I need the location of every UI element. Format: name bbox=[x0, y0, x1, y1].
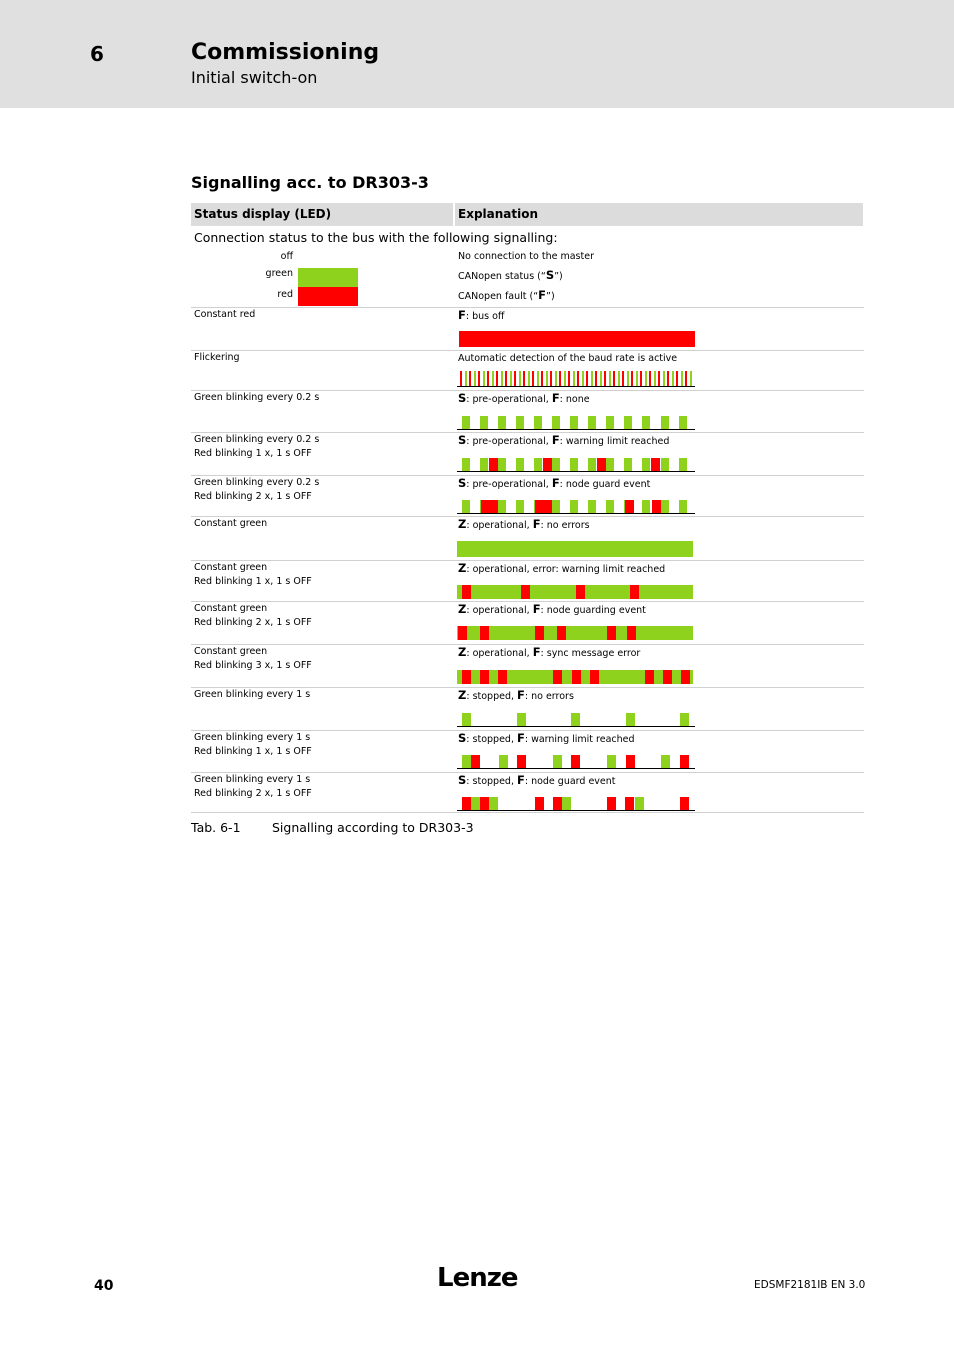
green-pulse bbox=[462, 416, 470, 430]
red-pulse bbox=[607, 797, 616, 811]
led-description: Red blinking 2 x, 1 s OFF bbox=[194, 616, 312, 628]
legend-label-off: off bbox=[280, 251, 293, 262]
green-pulse bbox=[534, 416, 542, 430]
green-pulse bbox=[462, 713, 471, 727]
explanation-text: Z: operational, F: node guarding event bbox=[458, 602, 646, 616]
explanation-text: S: stopped, F: node guard event bbox=[458, 773, 616, 787]
signal-pattern bbox=[457, 331, 695, 347]
document-id: EDSMF2181IB EN 3.0 bbox=[754, 1279, 866, 1291]
red-pulse bbox=[496, 371, 498, 387]
row-separator bbox=[191, 516, 864, 517]
green-pulse bbox=[663, 371, 665, 387]
chapter-subtitle: Initial switch-on bbox=[191, 68, 318, 87]
green-pulse bbox=[642, 458, 650, 472]
red-pulse bbox=[517, 755, 526, 769]
green-pulse bbox=[606, 416, 614, 430]
signal-baseline bbox=[457, 768, 695, 769]
signal-baseline bbox=[457, 386, 695, 387]
red-pulse bbox=[543, 458, 552, 472]
lenze-logo: Lenze bbox=[437, 1263, 518, 1293]
red-pulse bbox=[523, 371, 525, 387]
green-pulse bbox=[462, 755, 471, 769]
green-pulse bbox=[624, 416, 632, 430]
red-pulse bbox=[532, 371, 534, 387]
signal-pattern bbox=[457, 795, 695, 811]
table-intro: Connection status to the bus with the following signalling: bbox=[194, 230, 558, 245]
red-pulse bbox=[553, 797, 562, 811]
section-title: Signalling acc. to DR303-3 bbox=[191, 173, 429, 192]
green-pulse bbox=[519, 371, 521, 387]
led-description: Red blinking 1 x, 1 s OFF bbox=[194, 447, 312, 459]
green-pulse bbox=[642, 416, 650, 430]
signal-pattern bbox=[457, 624, 695, 640]
led-description: Red blinking 3 x, 1 s OFF bbox=[194, 659, 312, 671]
red-pulse bbox=[505, 371, 507, 387]
green-pulse bbox=[546, 371, 548, 387]
green-pulse bbox=[645, 371, 647, 387]
row-separator bbox=[191, 350, 864, 351]
led-description: Green blinking every 0.2 s bbox=[194, 477, 320, 488]
row-separator bbox=[191, 307, 864, 308]
led-description: Constant green bbox=[194, 562, 268, 573]
green-pulse bbox=[624, 458, 632, 472]
signal-pattern bbox=[457, 414, 695, 430]
green-pulse bbox=[462, 500, 470, 514]
signal-pattern bbox=[457, 456, 695, 472]
green-pulse bbox=[534, 458, 542, 472]
green-pulse bbox=[588, 416, 596, 430]
signal-pattern bbox=[457, 371, 695, 387]
red-pulse bbox=[541, 371, 543, 387]
table-header-status: Status display (LED) bbox=[191, 203, 453, 226]
green-pulse bbox=[679, 416, 687, 430]
red-pulse bbox=[590, 670, 599, 684]
signal-pattern bbox=[457, 541, 695, 557]
green-pulse bbox=[627, 371, 629, 387]
green-pulse bbox=[457, 585, 693, 599]
green-pulse bbox=[681, 371, 683, 387]
green-pulse bbox=[588, 458, 596, 472]
explanation-text: Z: operational, F: sync message error bbox=[458, 645, 641, 659]
green-pulse bbox=[480, 416, 488, 430]
red-pulse bbox=[651, 458, 660, 472]
green-pulse bbox=[517, 713, 526, 727]
green-pulse bbox=[516, 458, 524, 472]
explanation-text: Z: operational, F: no errors bbox=[458, 517, 590, 531]
red-pulse bbox=[478, 371, 480, 387]
table-header-explanation: Explanation bbox=[455, 203, 863, 226]
green-pulse bbox=[571, 713, 580, 727]
green-pulse bbox=[679, 458, 687, 472]
page-number: 40 bbox=[94, 1278, 114, 1294]
red-pulse bbox=[535, 626, 544, 640]
red-pulse bbox=[663, 670, 672, 684]
red-pulse bbox=[498, 670, 507, 684]
green-pulse bbox=[457, 626, 693, 640]
signal-baseline bbox=[457, 429, 695, 430]
red-pulse bbox=[458, 626, 467, 640]
row-separator bbox=[191, 560, 864, 561]
green-pulse bbox=[570, 416, 578, 430]
table-caption-number: Tab. 6-1 bbox=[191, 820, 241, 835]
red-pulse bbox=[626, 755, 635, 769]
green-pulse bbox=[582, 371, 584, 387]
green-pulse bbox=[537, 371, 539, 387]
led-description: Constant green bbox=[194, 603, 268, 614]
chapter-header bbox=[0, 0, 954, 108]
green-pulse bbox=[570, 500, 578, 514]
green-pulse bbox=[552, 416, 560, 430]
green-pulse bbox=[661, 416, 669, 430]
explanation-text: S: stopped, F: warning limit reached bbox=[458, 731, 635, 745]
explanation-text: Automatic detection of the baud rate is active bbox=[458, 353, 678, 364]
red-pulse bbox=[489, 500, 498, 514]
legend-swatch-red bbox=[298, 287, 358, 306]
red-pulse bbox=[681, 670, 690, 684]
red-pulse bbox=[607, 626, 616, 640]
red-pulse bbox=[487, 371, 489, 387]
led-description: Red blinking 1 x, 1 s OFF bbox=[194, 575, 312, 587]
green-pulse bbox=[654, 371, 656, 387]
green-pulse bbox=[672, 371, 674, 387]
green-pulse bbox=[516, 500, 524, 514]
red-pulse bbox=[480, 626, 489, 640]
legend-label-green: green bbox=[265, 268, 293, 279]
red-pulse bbox=[557, 626, 566, 640]
red-pulse bbox=[640, 371, 642, 387]
led-description: Red blinking 2 x, 1 s OFF bbox=[194, 490, 312, 502]
led-description: Red blinking 2 x, 1 s OFF bbox=[194, 787, 312, 799]
green-pulse bbox=[618, 371, 620, 387]
green-pulse bbox=[606, 458, 614, 472]
signal-pattern bbox=[457, 753, 695, 769]
red-pulse bbox=[462, 585, 471, 599]
legend-label-red: red bbox=[277, 289, 293, 300]
red-pulse bbox=[514, 371, 516, 387]
red-pulse bbox=[622, 371, 624, 387]
signal-baseline bbox=[457, 471, 695, 472]
green-pulse bbox=[573, 371, 575, 387]
red-pulse bbox=[645, 670, 654, 684]
green-pulse bbox=[489, 797, 498, 811]
led-description: Green blinking every 0.2 s bbox=[194, 392, 320, 403]
red-pulse bbox=[604, 371, 606, 387]
chapter-number: 6 bbox=[90, 42, 104, 66]
red-pulse bbox=[543, 500, 552, 514]
green-pulse bbox=[510, 371, 512, 387]
red-pulse bbox=[595, 371, 597, 387]
green-pulse bbox=[471, 797, 480, 811]
led-description: Constant green bbox=[194, 518, 268, 529]
red-pulse bbox=[630, 585, 639, 599]
signal-pattern bbox=[457, 498, 695, 514]
red-pulse bbox=[577, 371, 579, 387]
green-pulse bbox=[680, 713, 689, 727]
green-pulse bbox=[480, 458, 488, 472]
red-pulse bbox=[460, 371, 462, 387]
red-pulse bbox=[627, 626, 636, 640]
chapter-title: Commissioning bbox=[191, 40, 380, 65]
row-separator bbox=[191, 601, 864, 602]
red-pulse bbox=[553, 670, 562, 684]
legend-text-off: No connection to the master bbox=[458, 251, 594, 262]
green-pulse bbox=[635, 797, 644, 811]
red-pulse bbox=[586, 371, 588, 387]
signal-baseline bbox=[457, 513, 695, 514]
red-pulse bbox=[462, 797, 471, 811]
signal-baseline bbox=[457, 810, 695, 811]
explanation-text: Z: operational, error: warning limit reached bbox=[458, 561, 666, 575]
led-description: Red blinking 1 x, 1 s OFF bbox=[194, 745, 312, 757]
green-pulse bbox=[498, 416, 506, 430]
red-pulse bbox=[685, 371, 687, 387]
red-pulse bbox=[652, 500, 661, 514]
green-pulse bbox=[483, 371, 485, 387]
green-pulse bbox=[499, 755, 508, 769]
led-description: Green blinking every 0.2 s bbox=[194, 434, 320, 445]
green-pulse bbox=[552, 500, 560, 514]
red-pulse bbox=[625, 500, 634, 514]
led-description: Flickering bbox=[194, 352, 240, 363]
led-description: Constant red bbox=[194, 309, 256, 320]
green-pulse bbox=[591, 371, 593, 387]
explanation-text: S: pre-operational, F: warning limit reached bbox=[458, 433, 670, 447]
green-pulse bbox=[570, 458, 578, 472]
green-pulse bbox=[562, 797, 571, 811]
red-pulse bbox=[680, 755, 689, 769]
red-pulse bbox=[613, 371, 615, 387]
explanation-text: Z: stopped, F: no errors bbox=[458, 688, 574, 702]
legend-text-green: CANopen status (“S”) bbox=[458, 268, 563, 282]
green-pulse bbox=[474, 371, 476, 387]
explanation-text: S: pre-operational, F: node guard event bbox=[458, 476, 651, 490]
green-pulse bbox=[626, 713, 635, 727]
explanation-text: S: pre-operational, F: none bbox=[458, 391, 590, 405]
signal-pattern bbox=[457, 668, 695, 684]
led-description: Green blinking every 1 s bbox=[194, 774, 311, 785]
red-pulse bbox=[680, 797, 689, 811]
red-pulse bbox=[625, 797, 634, 811]
red-pulse bbox=[559, 371, 561, 387]
row-separator bbox=[191, 812, 864, 813]
green-pulse bbox=[498, 458, 506, 472]
red-pulse bbox=[550, 371, 552, 387]
green-pulse bbox=[501, 371, 503, 387]
green-pulse bbox=[552, 458, 560, 472]
green-pulse bbox=[661, 755, 670, 769]
green-pulse bbox=[661, 500, 669, 514]
explanation-text: F: bus off bbox=[458, 308, 505, 322]
green-pulse bbox=[606, 500, 614, 514]
legend-text-red: CANopen fault (“F”) bbox=[458, 288, 555, 302]
led-description: Green blinking every 1 s bbox=[194, 732, 311, 743]
red-pulse bbox=[469, 371, 471, 387]
red-pulse bbox=[667, 371, 669, 387]
green-pulse bbox=[607, 755, 616, 769]
red-pulse bbox=[597, 458, 606, 472]
red-pulse bbox=[489, 458, 498, 472]
red-pulse bbox=[462, 670, 471, 684]
green-pulse bbox=[564, 371, 566, 387]
red-pulse bbox=[631, 371, 633, 387]
red-pulse bbox=[649, 371, 651, 387]
red-pulse bbox=[471, 755, 480, 769]
legend-swatch-green bbox=[298, 268, 358, 287]
signal-pattern bbox=[457, 711, 695, 727]
red-pulse bbox=[572, 670, 581, 684]
green-pulse bbox=[661, 458, 669, 472]
red-pulse bbox=[480, 797, 489, 811]
green-pulse bbox=[462, 458, 470, 472]
red-pulse bbox=[521, 585, 530, 599]
red-pulse bbox=[480, 670, 489, 684]
green-pulse bbox=[690, 371, 692, 387]
table-caption-text: Signalling according to DR303-3 bbox=[272, 820, 474, 835]
green-pulse bbox=[636, 371, 638, 387]
led-description: Green blinking every 1 s bbox=[194, 689, 311, 700]
red-pulse bbox=[459, 331, 695, 347]
green-pulse bbox=[528, 371, 530, 387]
green-pulse bbox=[642, 500, 650, 514]
green-pulse bbox=[588, 500, 596, 514]
green-pulse bbox=[492, 371, 494, 387]
red-pulse bbox=[568, 371, 570, 387]
green-pulse bbox=[600, 371, 602, 387]
row-separator bbox=[191, 644, 864, 645]
green-pulse bbox=[465, 371, 467, 387]
signal-pattern bbox=[457, 583, 695, 599]
red-pulse bbox=[576, 585, 585, 599]
green-pulse bbox=[516, 416, 524, 430]
red-pulse bbox=[658, 371, 660, 387]
red-pulse bbox=[535, 797, 544, 811]
green-pulse bbox=[553, 755, 562, 769]
red-pulse bbox=[571, 755, 580, 769]
led-description: Constant green bbox=[194, 646, 268, 657]
green-pulse bbox=[555, 371, 557, 387]
signal-baseline bbox=[457, 726, 695, 727]
green-pulse bbox=[498, 500, 506, 514]
green-pulse bbox=[457, 541, 693, 557]
green-pulse bbox=[609, 371, 611, 387]
red-pulse bbox=[676, 371, 678, 387]
green-pulse bbox=[679, 500, 687, 514]
